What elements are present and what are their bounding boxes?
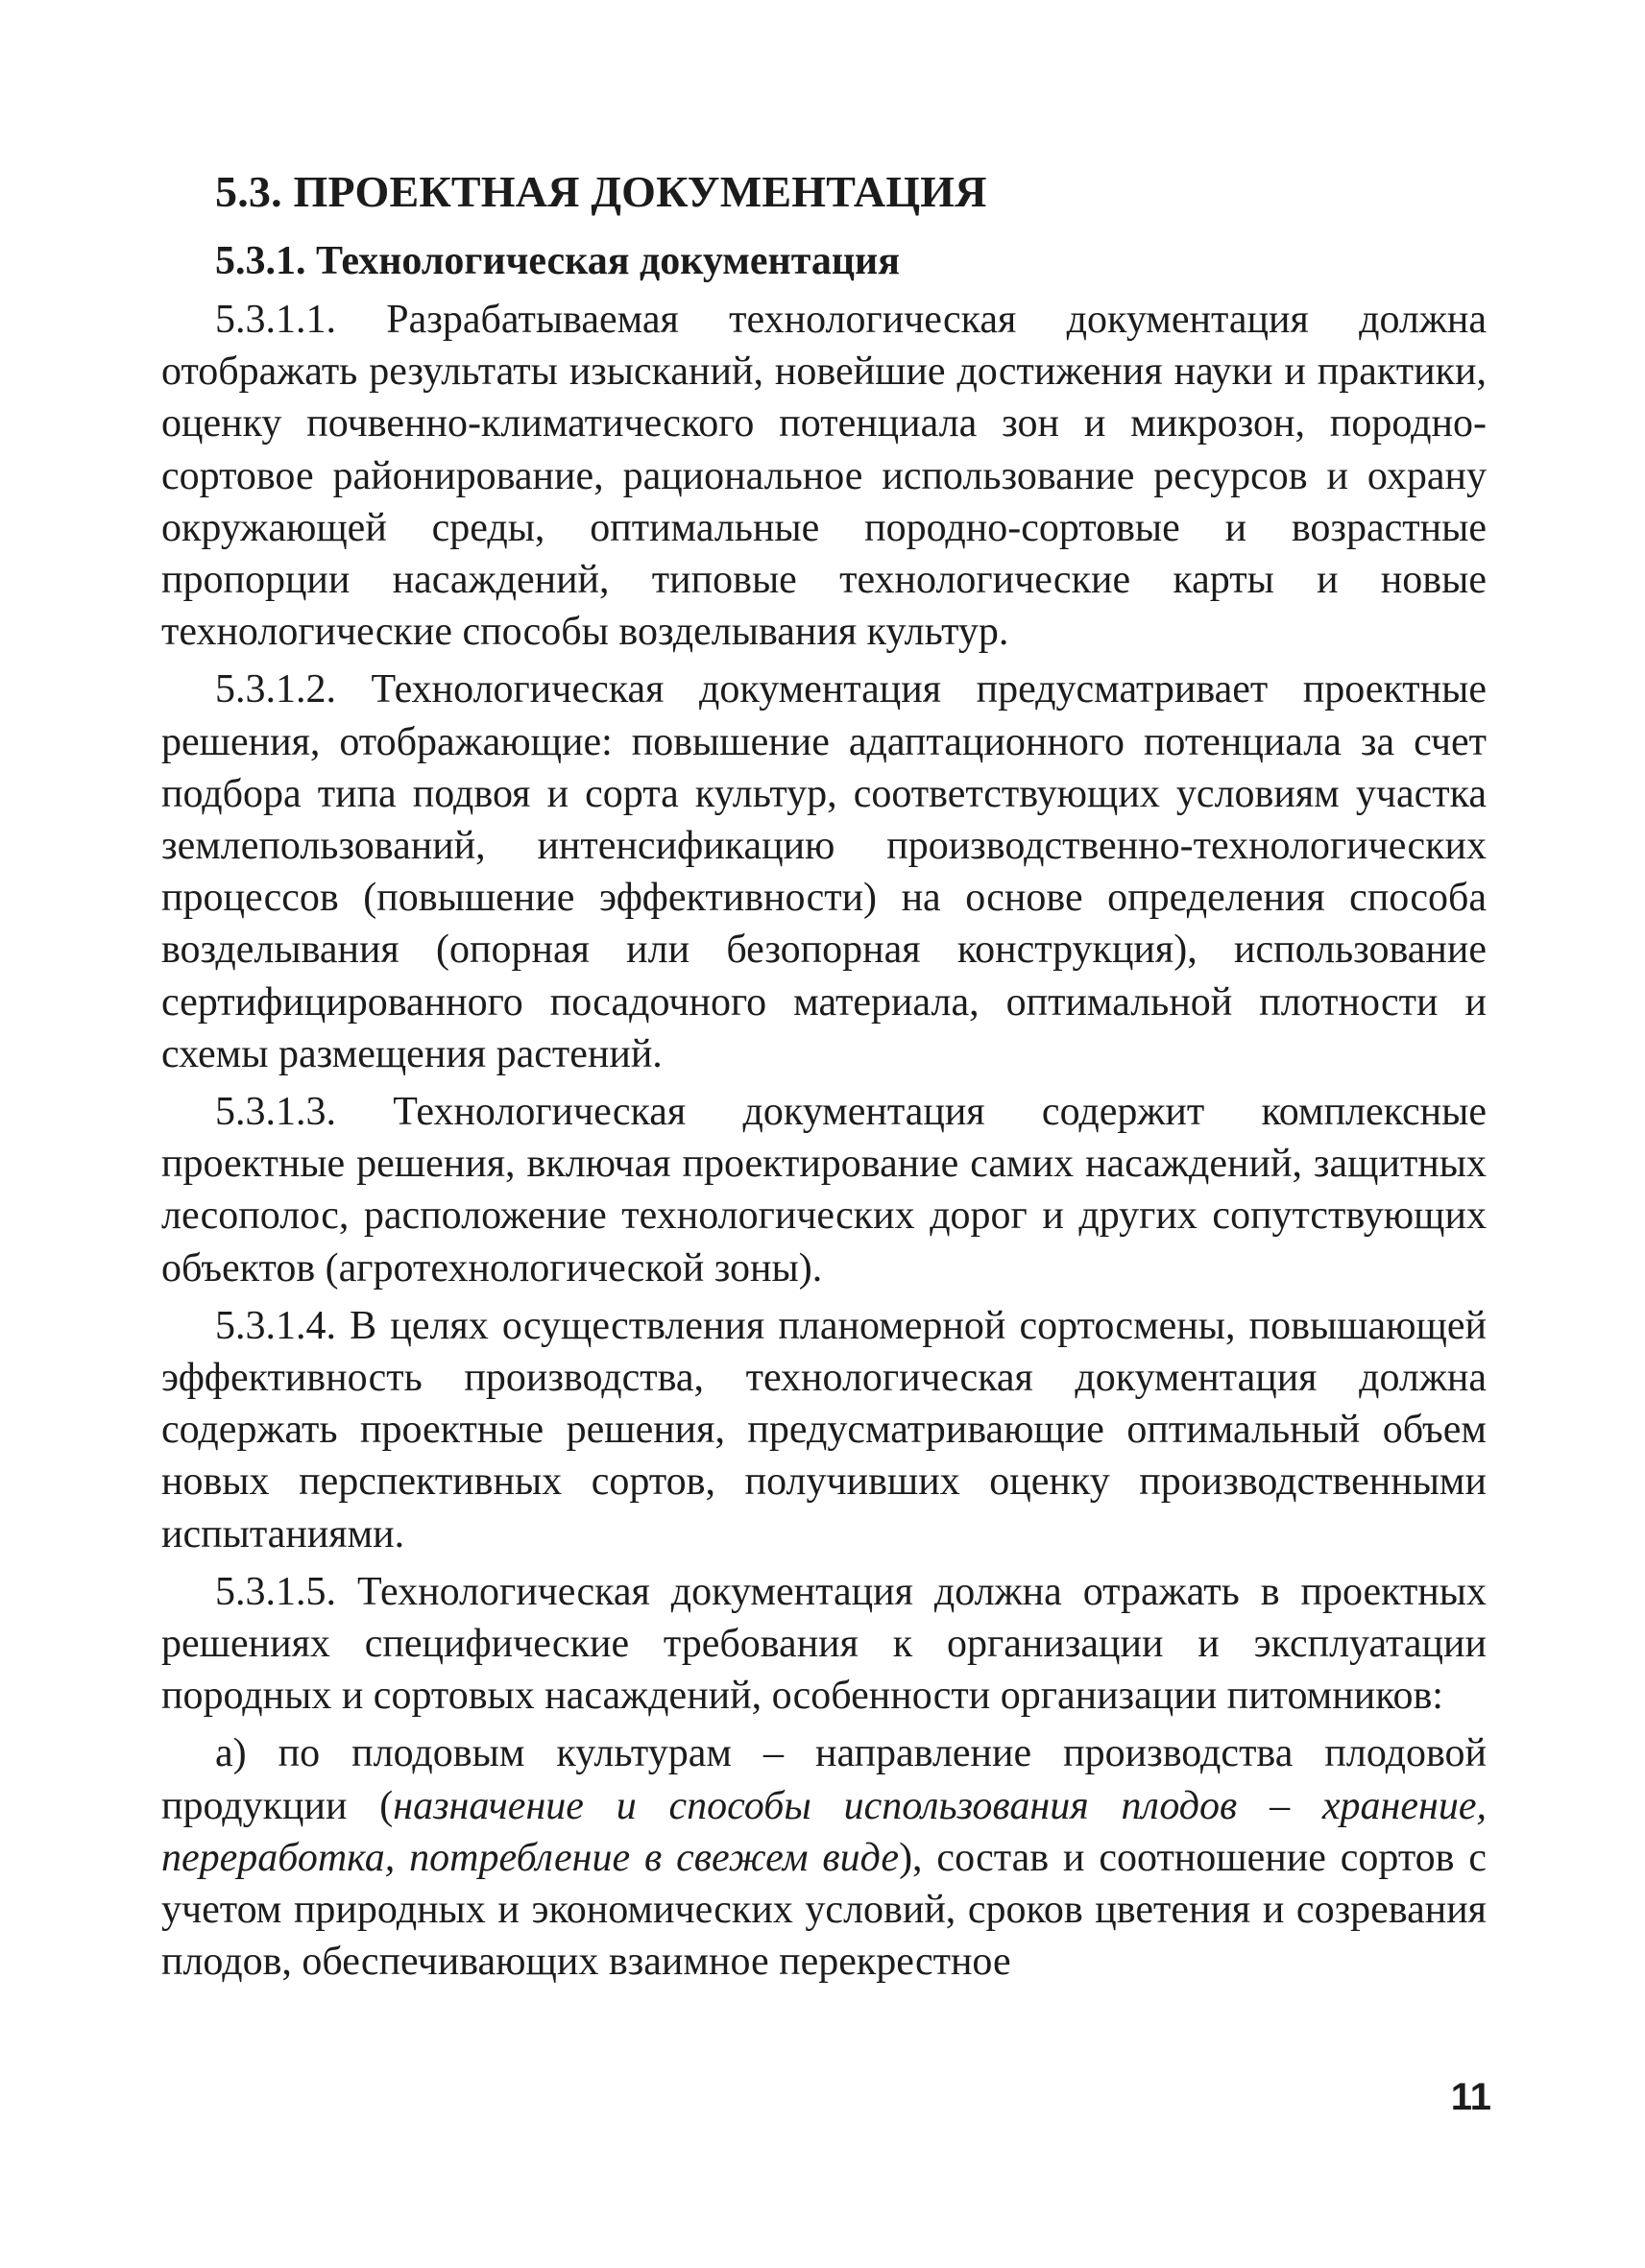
item-a-lead-text: а) по плодовым культурам – направление производства плодовой продукции ( <box>161 1731 1487 1828</box>
paragraph-5-3-1-2: 5.3.1.2. Технологическая документация предусматривает проектные решения, отображающие: повышение адаптационного потенциала за счет подбора типа подвоя и сорта культур, соответствующих условиям участка землепользований, интенсификацию производственно-технологических процессов (повышение эффективности) на основе определения способа возделывания (опорная или безопорная конструкция), использование сертифицированного посадочного материала, оптимальной плотности и схемы размещения растений. <box>161 667 1487 1076</box>
page-number: 11 <box>1450 2076 1491 2118</box>
document-page <box>161 163 1487 1989</box>
item-a-tail-text: ), состав и соотношение сортов с учетом природных и экономических условий, сроков цветения и созревания плодов, обеспечивающих взаимное перекрестное <box>161 1835 1487 1985</box>
item-a-italic-text: назначение и способы использования плодов – хранение, переработка, потребление в свежем виде <box>161 1783 1487 1880</box>
paragraph-5-3-1-3: 5.3.1.3. Технологическая документация содержит комплексные проектные решения, включая проектирование самих насаждений, защитных лесополос, расположение технологических дорог и других сопутствующих объектов (агротехнологической зоны). <box>161 1090 1487 1291</box>
paragraph-item-a <box>161 1727 1487 1988</box>
paragraph-5-3-1-4: 5.3.1.4. В целях осуществления планомерной сортосмены, повышающей эффективность производства, технологическая документация должна содержать проектные решения, предусматривающие оптимальный объем новых перспективных сортов, получивших оценку производственными испытаниями. <box>161 1303 1487 1556</box>
section-title: 5.3. ПРОЕКТНАЯ ДОКУМЕНТАЦИЯ <box>215 167 987 216</box>
subsection-title: 5.3.1. Технологическая документация <box>215 239 900 283</box>
paragraph-5-3-1-5: 5.3.1.5. Технологическая документация должна отражать в проектных решениях специфические требования к организации и эксплуатации породных и сортовых насаждений, особенности организации питомников: <box>161 1569 1487 1719</box>
paragraph-5-3-1-1: 5.3.1.1. Разрабатываемая технологическая документация должна отображать результаты изысканий, новейшие достижения науки и практики, оценку почвенно-климатического потенциала зон и микрозон, породно-сортовое районирование, рациональное использование ресурсов и охрану окружающей среды, оптимальные породно-сортовые и возрастные пропорции насаждений, типовые технологические карты и новые технологические способы возделывания культур. <box>161 298 1487 655</box>
